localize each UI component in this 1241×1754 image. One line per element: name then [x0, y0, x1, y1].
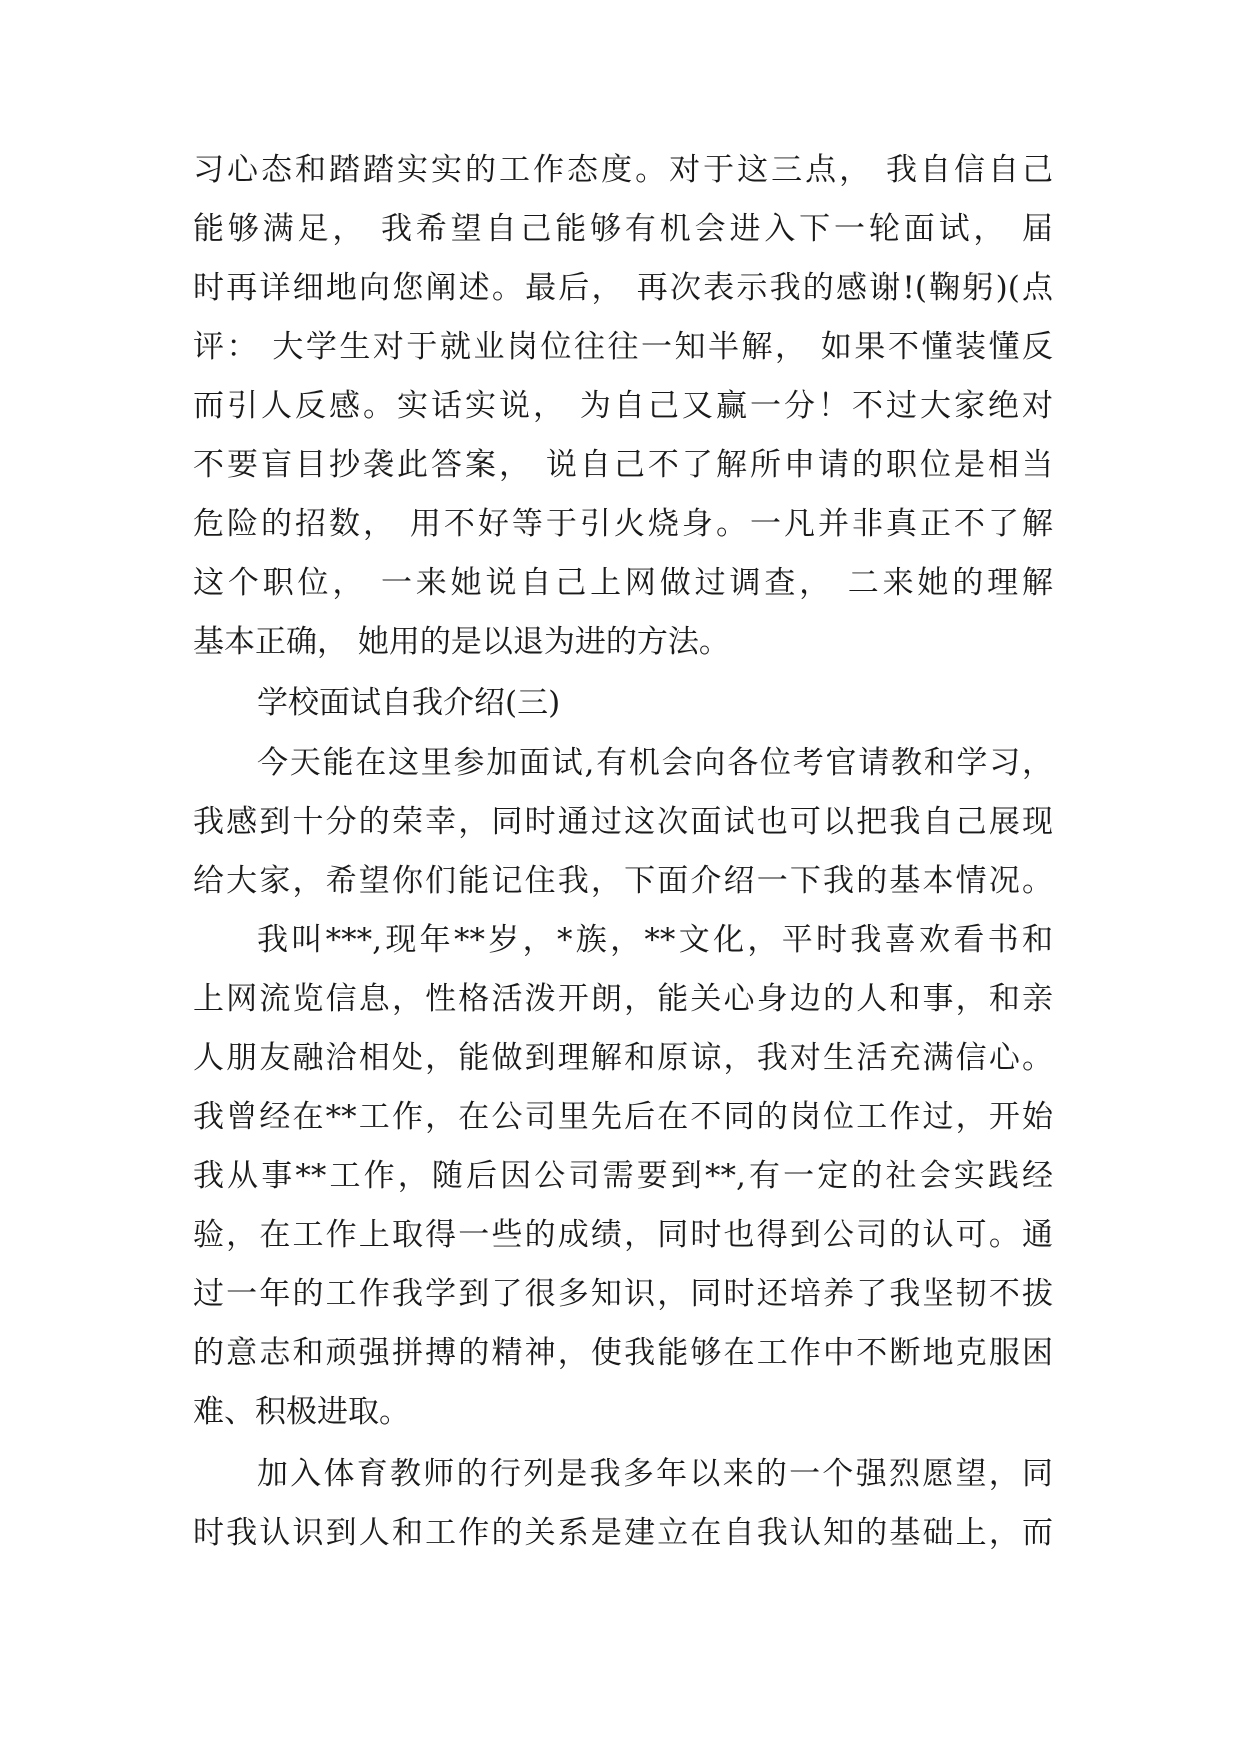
- text-line: 评： 大学生对于就业岗位往往一知半解， 如果不懂装懂反: [193, 329, 1053, 365]
- text-line: 而引人反感。实话实说， 为自己又赢一分！不过大家绝对: [193, 388, 1053, 424]
- text-line: 我叫***,现年**岁，*族，**文化，平时我喜欢看书和: [257, 922, 1053, 958]
- text-line: 今天能在这里参加面试,有机会向各位考官请教和学习，: [257, 745, 1053, 781]
- text-line: 能够满足， 我希望自己能够有机会进入下一轮面试， 届: [193, 211, 1053, 247]
- text-line: 验，在工作上取得一些的成绩，同时也得到公司的认可。通: [193, 1217, 1053, 1253]
- text-line: 加入体育教师的行列是我多年以来的一个强烈愿望，同: [257, 1456, 1053, 1492]
- text-line: 我曾经在**工作，在公司里先后在不同的岗位工作过，开始: [193, 1099, 1053, 1135]
- text-line: 基本正确， 她用的是以退为进的方法。: [193, 624, 730, 660]
- text-line: 习心态和踏踏实实的工作态度。对于这三点， 我自信自己: [193, 152, 1053, 188]
- text-line: 人朋友融洽相处，能做到理解和原谅，我对生活充满信心。: [193, 1040, 1053, 1076]
- text-line: 我从事**工作，随后因公司需要到**,有一定的社会实践经: [193, 1158, 1053, 1194]
- text-line: 给大家，希望你们能记住我，下面介绍一下我的基本情况。: [193, 863, 1053, 899]
- section-heading: 学校面试自我介绍(三): [257, 685, 561, 721]
- text-line: 我感到十分的荣幸，同时通过这次面试也可以把我自己展现: [193, 804, 1053, 840]
- text-line: 危险的招数， 用不好等于引火烧身。一凡并非真正不了解: [193, 506, 1053, 542]
- text-line: 时我认识到人和工作的关系是建立在自我认知的基础上，而: [193, 1515, 1053, 1551]
- text-line: 难、积极进取。: [193, 1394, 410, 1430]
- text-line: 时再详细地向您阐述。最后， 再次表示我的感谢!(鞠躬)(点: [193, 270, 1053, 306]
- text-line: 这个职位， 一来她说自己上网做过调查， 二来她的理解: [193, 565, 1053, 601]
- text-line: 的意志和顽强拼搏的精神，使我能够在工作中不断地克服困: [193, 1335, 1053, 1371]
- text-line: 过一年的工作我学到了很多知识，同时还培养了我坚韧不拔: [193, 1276, 1053, 1312]
- text-line: 上网流览信息，性格活泼开朗，能关心身边的人和事，和亲: [193, 981, 1053, 1017]
- text-line: 不要盲目抄袭此答案， 说自己不了解所申请的职位是相当: [193, 447, 1053, 483]
